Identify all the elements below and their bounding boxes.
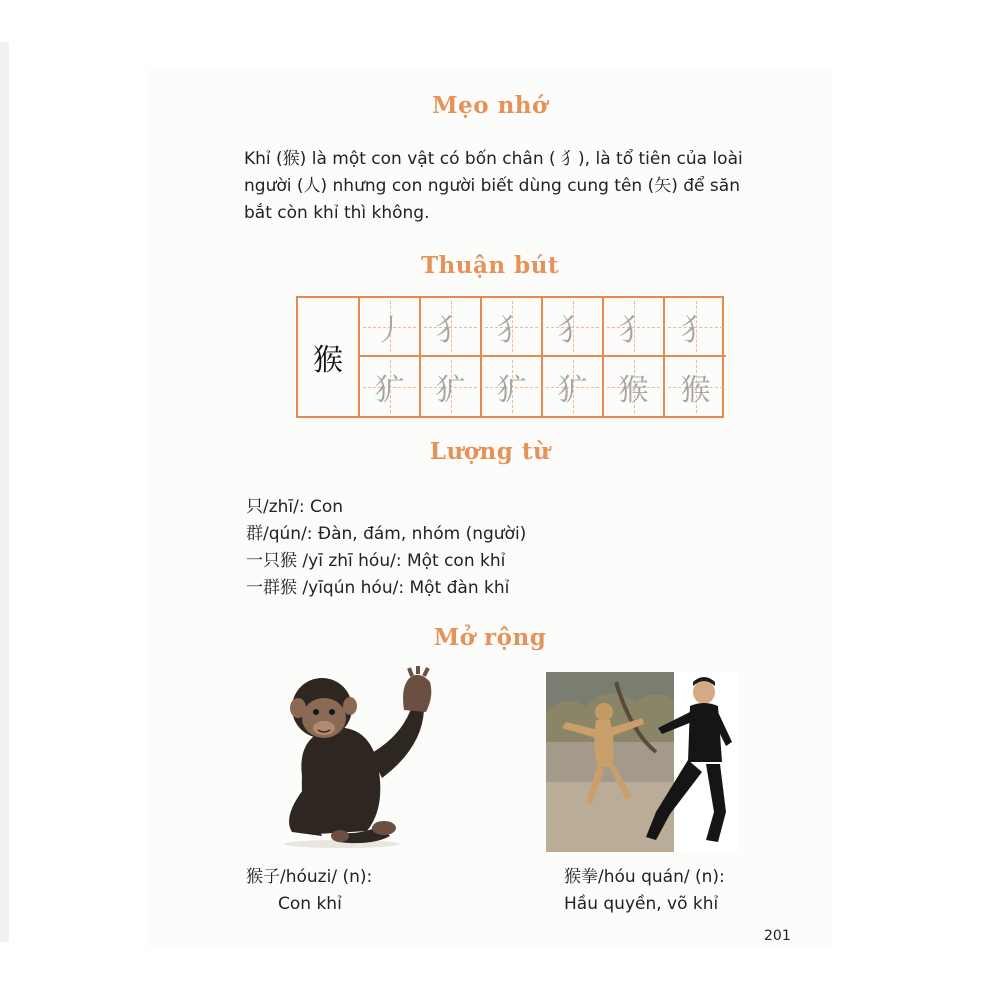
list-item: 一群猴 /yīqún hóu/: Một đàn khỉ — [246, 578, 510, 598]
chimpanzee-image — [262, 666, 452, 848]
stroke-step: 丿 — [360, 298, 421, 357]
section-title-measure-words: Lượng từ — [429, 438, 551, 465]
tip-line: Khỉ (猴) là một con vật có bốn chân ( 犭), là tổ tiên của loài — [244, 149, 743, 169]
memory-tip-paragraph — [244, 146, 784, 227]
expand-caption-1 — [246, 864, 372, 918]
term-line: 猴子/hóuzi/ (n): — [246, 867, 373, 887]
stroke-step: 猴 — [665, 357, 726, 416]
stroke-step: 犷 — [421, 357, 482, 416]
scan-edge — [0, 42, 9, 942]
term-meaning: Con khỉ — [278, 894, 342, 914]
stroke-step: 犭 — [604, 298, 665, 357]
stroke-order-grid — [296, 296, 724, 418]
list-item: 一只猴 /yī zhī hóu/: Một con khỉ — [246, 551, 506, 571]
expand-caption-2 — [564, 864, 725, 918]
list-item: 只/zhī/: Con — [246, 497, 344, 517]
stroke-step: 犭 — [482, 298, 543, 357]
tip-line: bắt còn khỉ thì không. — [244, 203, 430, 223]
main-character: 猴 — [298, 298, 360, 416]
stroke-step: 犷 — [543, 357, 604, 416]
page-number: 201 — [764, 928, 791, 944]
stroke-step: 犷 — [482, 357, 543, 416]
section-title-stroke-order: Thuận bút — [420, 252, 560, 279]
stroke-step: 犷 — [360, 357, 421, 416]
monkey-kungfu-image — [546, 672, 738, 852]
term-meaning: Hầu quyền, võ khỉ — [564, 894, 719, 914]
section-title-tips: Mẹo nhớ — [432, 92, 548, 119]
stroke-step: 犭 — [543, 298, 604, 357]
stroke-step: 猴 — [604, 357, 665, 416]
stroke-step: 犭 — [665, 298, 726, 357]
stroke-step: 犭 — [421, 298, 482, 357]
tip-line: người (人) nhưng con người biết dùng cung tên (矢) để săn — [244, 176, 740, 196]
measure-word-list — [246, 494, 526, 602]
section-title-expand: Mở rộng — [433, 624, 547, 651]
list-item: 群/qún/: Đàn, đám, nhóm (người) — [246, 524, 527, 544]
term-line: 猴拳/hóu quán/ (n): — [564, 867, 725, 887]
